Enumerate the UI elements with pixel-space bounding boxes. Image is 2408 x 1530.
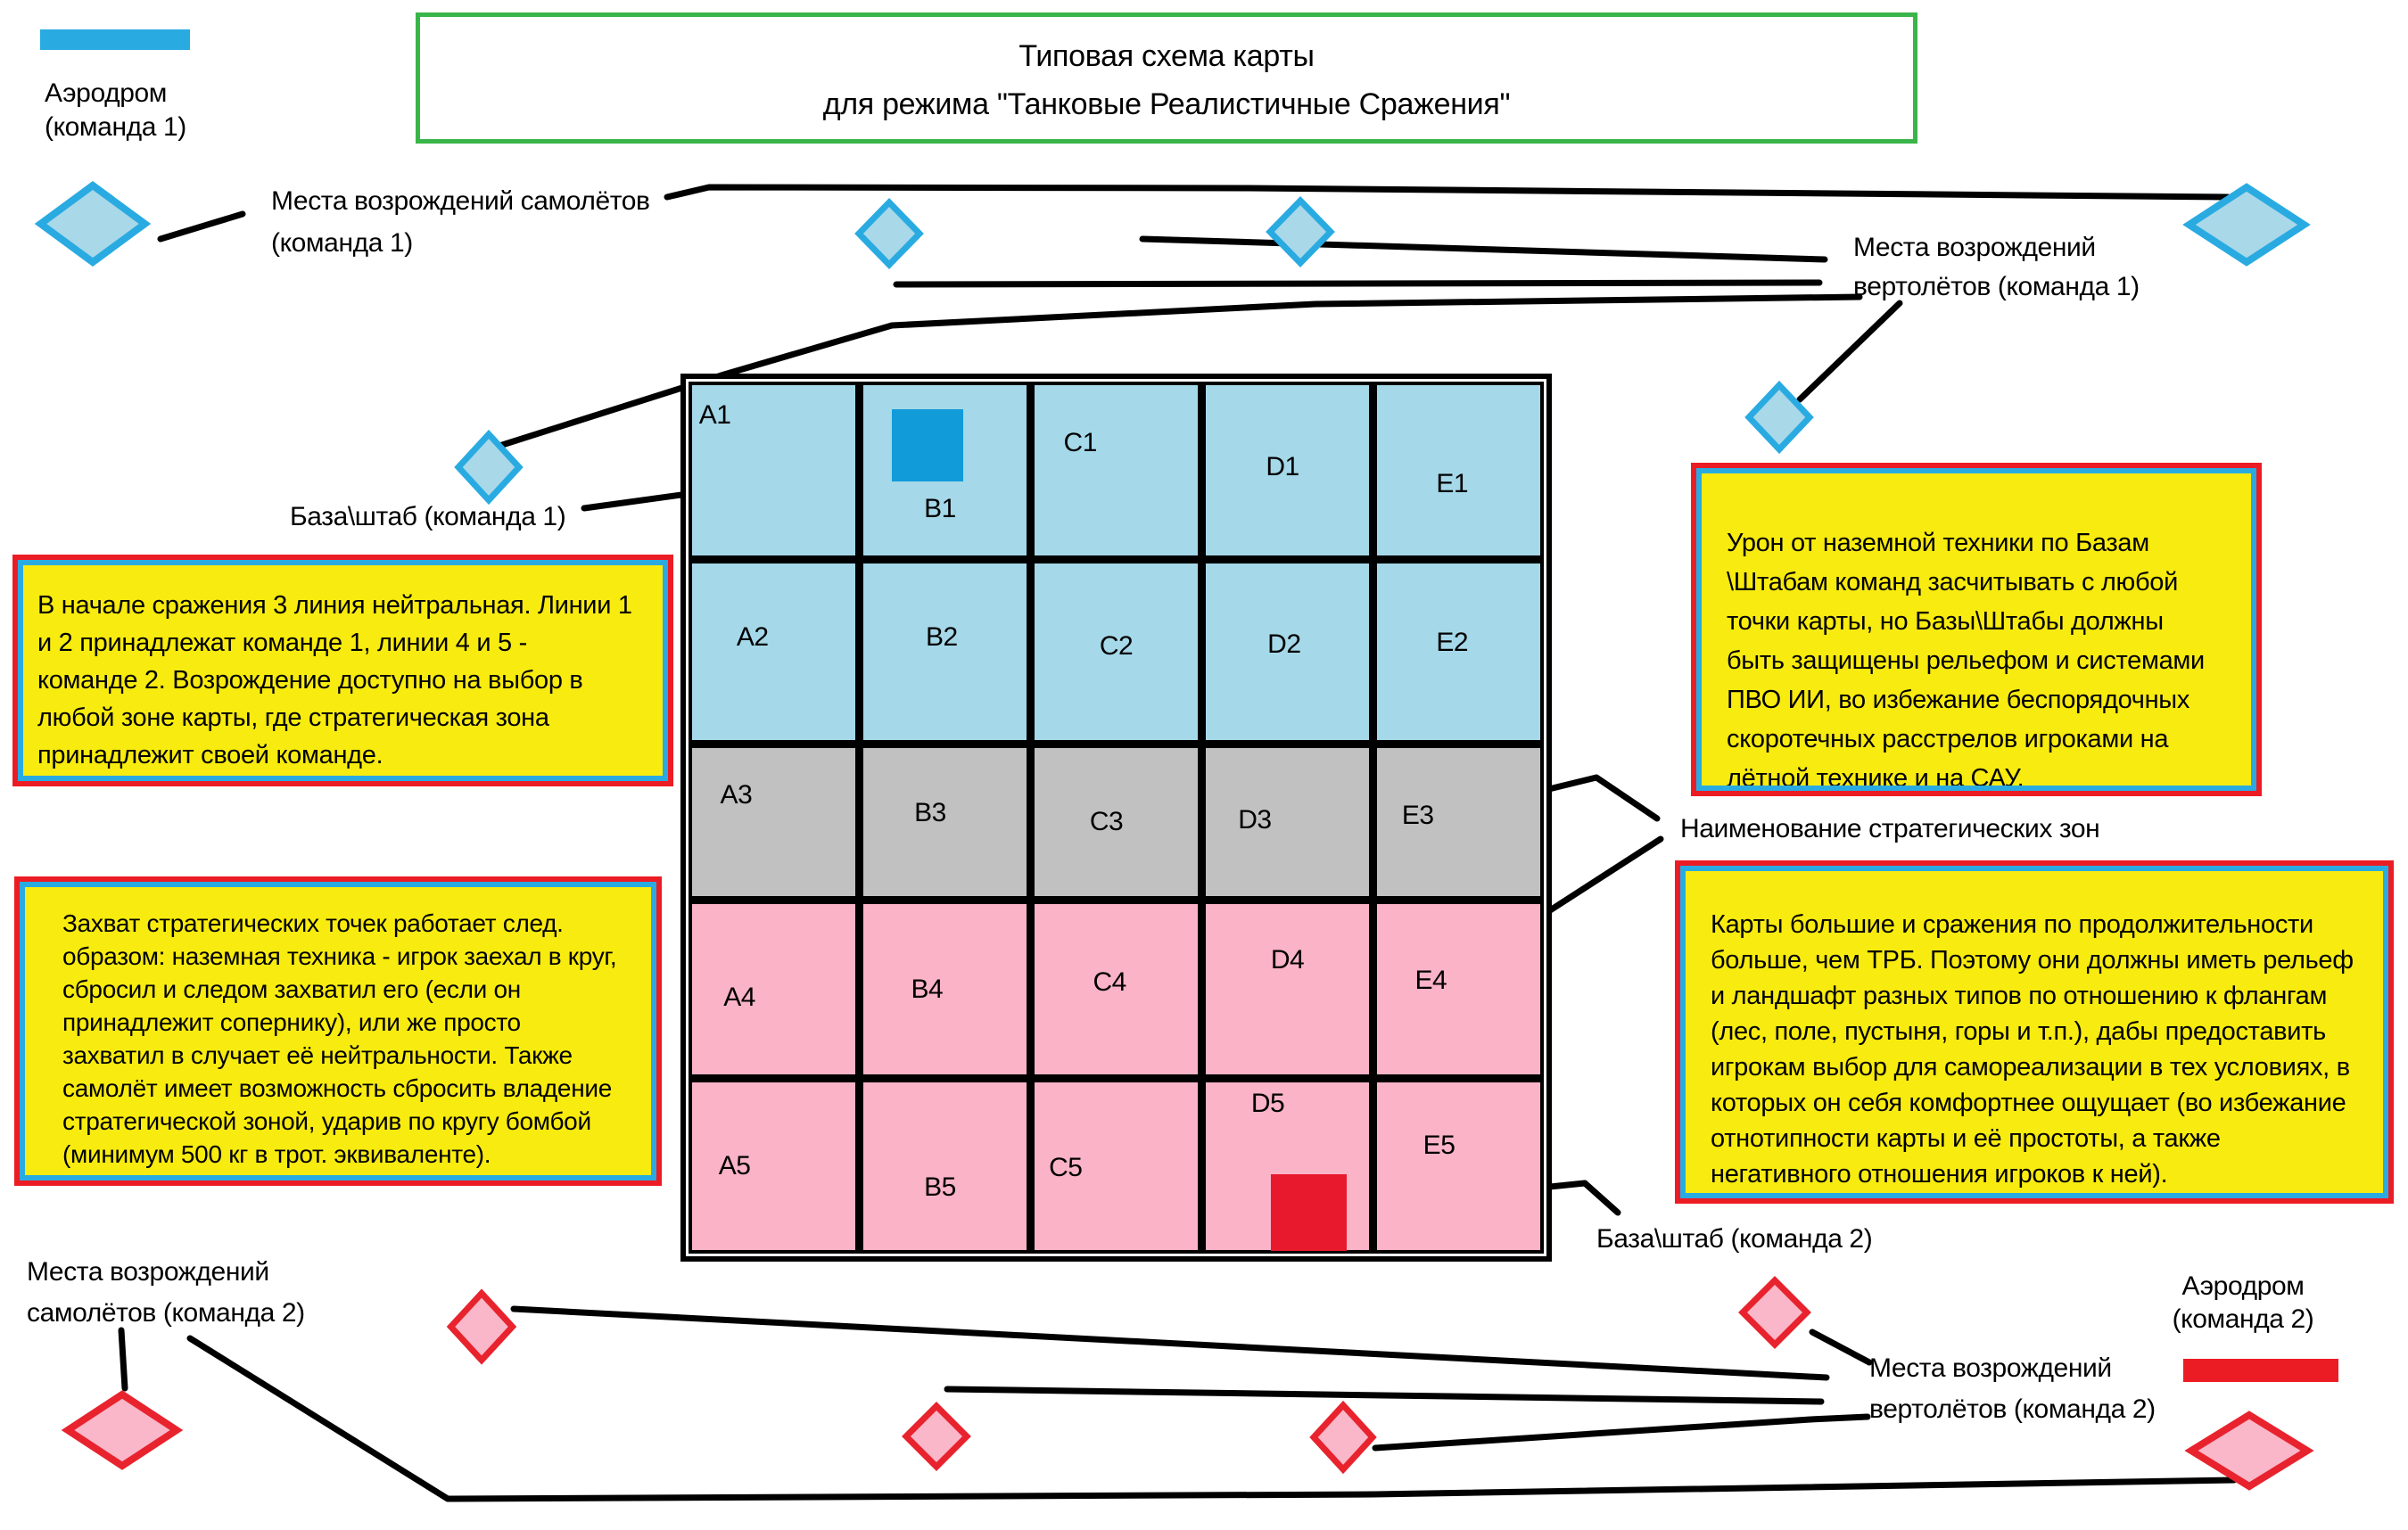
- grid-cell-label: A4: [723, 983, 755, 1013]
- connector-line: [1142, 239, 1825, 259]
- title-box: [416, 12, 1917, 144]
- strategic-zone-grid: [680, 374, 1552, 1262]
- heli-spawn-t1-a: [859, 202, 919, 265]
- text-line: вертолётов (команда 2): [1869, 1394, 2156, 1424]
- hq-marker-team2: [1271, 1174, 1347, 1251]
- text-line: принадлежит своей команде.: [37, 741, 383, 769]
- text-line: (команда 1): [271, 228, 413, 258]
- grid-cell-label: C1: [1063, 427, 1097, 457]
- connector-line: [1812, 1332, 1869, 1362]
- text-line: Типовая схема карты: [1018, 39, 1315, 73]
- connector-line: [896, 283, 1819, 284]
- text-line: лётной технике и на САУ.: [1727, 764, 2025, 791]
- note-capture-rules: [14, 876, 662, 1186]
- text-line: (лес, поле, пустыня, горы и т.п.), дабы предоставить: [1711, 1017, 2326, 1046]
- grid-cell-E4: [1377, 904, 1540, 1074]
- connector-line: [121, 1330, 125, 1388]
- grid-cell-A2: [692, 563, 855, 740]
- grid-cell-C5: [1035, 1082, 1198, 1250]
- grid-cell-B4: [863, 904, 1027, 1074]
- heli-spawn-t2-d: [1743, 1280, 1807, 1345]
- connector-line: [161, 214, 243, 239]
- grid-cell-D4: [1206, 904, 1369, 1074]
- note-text: [18, 560, 668, 781]
- grid-cell-label: B4: [911, 974, 944, 1004]
- heli-spawn-t2-b: [906, 1406, 967, 1467]
- grid-cell-A5: [692, 1082, 855, 1250]
- grid-cell-C4: [1035, 904, 1198, 1074]
- grid-cell-C2: [1035, 563, 1198, 740]
- airfield-team2-swatch: [2183, 1359, 2338, 1382]
- heli-spawn-t1-c: [458, 434, 519, 500]
- grid-cell-label: A1: [698, 400, 731, 431]
- grid-cell-label: E2: [1436, 628, 1469, 658]
- text-line: для режима "Танковые Реалистичные Сражения": [822, 87, 1511, 121]
- text-line: захватил в случает её нейтральности. Также: [62, 1041, 573, 1069]
- text-line: вертолётов (команда 1): [1853, 272, 2140, 301]
- grid-cell-label: D5: [1250, 1089, 1285, 1119]
- note-text: [1696, 468, 2256, 791]
- grid-cell-D2: [1206, 563, 1369, 740]
- text-line: образом: наземная техника - игрок заехал в круг,: [62, 942, 617, 970]
- grid-cell-label: A3: [720, 780, 753, 810]
- text-line: которых он себя комфортнее ощущает (во избежание: [1711, 1089, 2346, 1117]
- grid-cell-label: D3: [1238, 805, 1272, 835]
- grid-cell-E2: [1377, 563, 1540, 740]
- grid-cell-label: C2: [1099, 630, 1134, 661]
- plane-spawns-team1-label: [271, 180, 650, 264]
- heli-spawns-team2-label: [1869, 1348, 2156, 1430]
- grid-cell-label: E1: [1436, 468, 1469, 498]
- connector-line: [514, 1309, 1827, 1378]
- hq-team2-label: База\штаб (команда 2): [1596, 1224, 1873, 1254]
- grid-cell-B3: [863, 748, 1027, 896]
- hq-marker-team1: [892, 409, 963, 481]
- grid-cell-label: E5: [1423, 1131, 1456, 1161]
- text-line: негативного отношения игроков к ней).: [1711, 1160, 2168, 1189]
- text-line: Аэродром: [2181, 1271, 2305, 1301]
- plane-spawn-t1-left: [41, 185, 145, 262]
- text-line: точки карты, но Базы\Штабы должны: [1727, 607, 2164, 636]
- grid-cell-label: B5: [924, 1172, 956, 1203]
- grid-cell-D3: [1206, 748, 1369, 896]
- connector-line: [1800, 303, 1900, 399]
- grid-cell-C3: [1035, 748, 1198, 896]
- airfield-team2-label: [2140, 1270, 2346, 1336]
- grid-cell-label: B3: [914, 797, 946, 827]
- grid-cell-label: C3: [1089, 806, 1124, 836]
- grid-cell-label: A2: [736, 622, 769, 653]
- text-line: отнотипности карты и её простоты, а также: [1711, 1124, 2221, 1153]
- text-line: сбросил и следом захватил его (если он: [62, 975, 521, 1003]
- grid-cell-label: B1: [924, 494, 956, 524]
- text-line: Места возрождений самолётов: [271, 186, 650, 216]
- text-line: самолёт имеет возможность сбросить владение: [62, 1074, 612, 1102]
- grid-cell-label: D1: [1266, 451, 1299, 481]
- text-line: В начале сражения 3 линия нейтральная. Линии 1: [37, 591, 632, 620]
- grid-cell-A4: [692, 904, 855, 1074]
- grid-cell-E5: [1377, 1082, 1540, 1250]
- text-line: Места возрождений: [1853, 233, 2096, 262]
- airfield-team1-label: [45, 77, 186, 144]
- grid-cell-A1: [692, 385, 855, 555]
- note-text: [1680, 866, 2388, 1198]
- grid-cell-E1: [1377, 385, 1540, 555]
- text-line: больше, чем ТРБ. Поэтому они должны иметь рельеф: [1711, 946, 2354, 975]
- note-text: [20, 882, 656, 1180]
- grid-cell-label: D2: [1267, 629, 1301, 660]
- grid-cell-B5: [863, 1082, 1027, 1250]
- heli-spawns-team1-label: [1853, 228, 2140, 307]
- text-line: Места возрождений: [1869, 1353, 2112, 1383]
- text-line: (минимум 500 кг в трот. эквиваленте).: [62, 1140, 491, 1168]
- plane-spawns-team2-label: [27, 1252, 305, 1334]
- airfield-team1-swatch: [40, 29, 190, 50]
- text-line: Карты большие и сражения по продолжительности: [1711, 910, 2313, 939]
- grid-cell-E3: [1377, 748, 1540, 896]
- heli-spawn-t2-c: [1314, 1405, 1373, 1469]
- grid-cell-label: D4: [1270, 945, 1305, 975]
- text-line: и 2 принадлежат команде 1, линии 4 и 5 -: [37, 629, 527, 657]
- strategic-zone-names-label: Наименование стратегических зон: [1680, 814, 2100, 843]
- text-line: Места возрождений: [27, 1257, 269, 1287]
- text-line: быть защищены рельефом и системами: [1727, 646, 2205, 675]
- heli-spawn-t2-a: [451, 1294, 513, 1361]
- grid-cell-label: B2: [925, 622, 958, 653]
- heli-spawn-t1-b: [1270, 201, 1331, 263]
- plane-spawn-t2-right: [2191, 1415, 2307, 1486]
- grid-cell-label: E4: [1414, 965, 1447, 995]
- plane-spawn-t2-left: [68, 1394, 177, 1466]
- heli-spawn-t1-d: [1749, 385, 1810, 449]
- note-map-design: [1675, 860, 2394, 1204]
- note-neutral-lines: [12, 555, 673, 786]
- text-line: (команда 2): [2172, 1304, 2314, 1334]
- text-line: скоротечных расстрелов игроками на: [1727, 725, 2169, 753]
- text-line: Захват стратегических точек работает след.: [62, 909, 564, 937]
- text-line: самолётов (команда 2): [27, 1298, 305, 1328]
- connector-line: [667, 187, 2228, 197]
- connector-line: [947, 1389, 1821, 1402]
- text-line: стратегической зоной, ударив по кругу бомбой: [62, 1107, 591, 1135]
- connector-line: [1375, 1417, 1868, 1448]
- text-line: команде 2. Возрождение доступно на выбор в: [37, 666, 583, 695]
- text-line: и ландшафт разных типов по отношению к флангам: [1711, 982, 2328, 1010]
- hq-team1-label: База\штаб (команда 1): [290, 502, 566, 531]
- grid-cell-label: C4: [1093, 967, 1126, 997]
- text-line: \Штабам команд засчитывать с любой: [1727, 568, 2179, 596]
- grid-cells: [689, 382, 1544, 1254]
- text-line: Урон от наземной техники по Базам: [1727, 529, 2149, 557]
- grid-cell-B2: [863, 563, 1027, 740]
- text-line: Аэродром: [45, 78, 167, 108]
- text-line: ПВО ИИ, во избежание беспорядочных: [1727, 686, 2190, 714]
- grid-cell-A3: [692, 748, 855, 896]
- grid-cell-C1: [1035, 385, 1198, 555]
- grid-cell-label: C5: [1049, 1152, 1083, 1182]
- grid-cell-label: E3: [1401, 801, 1434, 831]
- grid-cell-D1: [1206, 385, 1369, 555]
- text-line: любой зоне карты, где стратегическая зона: [37, 703, 549, 732]
- text-line: игрокам выбор для самореализации в тех условиях, в: [1711, 1053, 2350, 1082]
- text-line: (команда 1): [45, 112, 186, 142]
- grid-cell-label: A5: [718, 1150, 751, 1180]
- note-hq-damage-rules: [1691, 463, 2262, 796]
- plane-spawn-t1-right: [2189, 187, 2305, 262]
- text-line: принадлежит сопернику), или же просто: [62, 1008, 521, 1036]
